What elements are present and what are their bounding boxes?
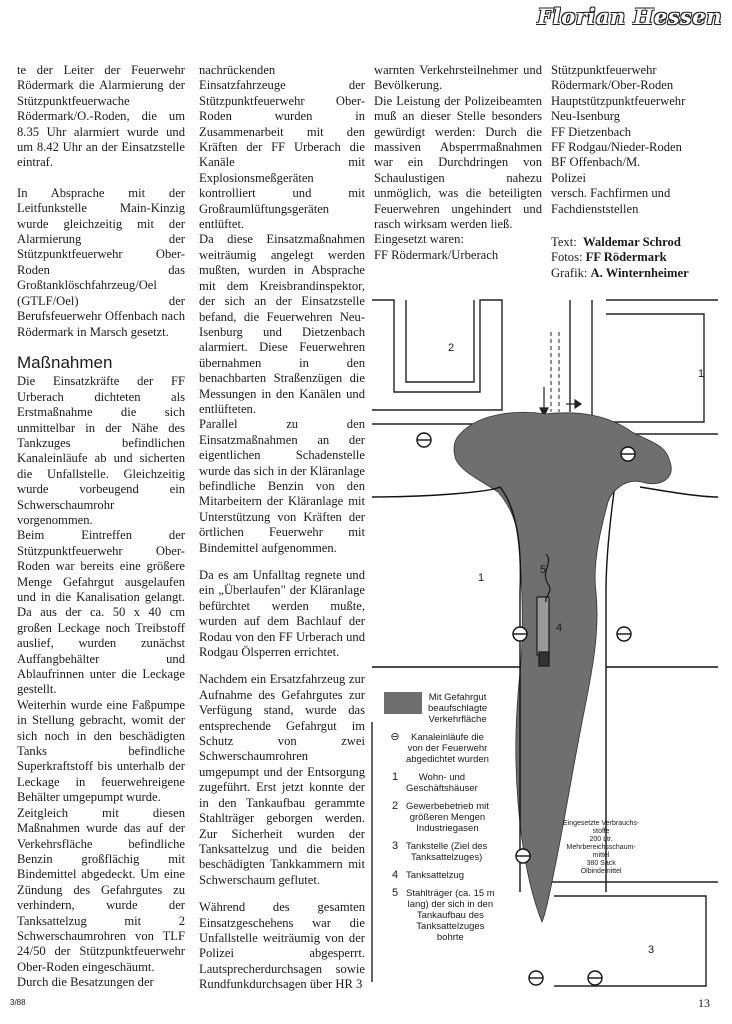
lane-markings	[551, 332, 559, 412]
consumables-note: Eingesetzte Verbrauchs- stoffe 200 Ltr. Mehrbereichsschaum- mittel 380 Sack Ölbindemittel	[563, 820, 640, 875]
paragraph: nachrückenden Einsatzfahrzeuge der Stützpunktfeuerwehr Ober-Roden wurden in Zusammenarbeit mit den Kräften der FF Urberach die Kanäle mit Explosionsmeßgeräten kontrolliert und mit Großraumlüftungsgeräten entlüftet.	[199, 63, 365, 232]
paragraph: Die Einsatzkräfte der FF Urberach dichteten als Erstmaßnahme die sich unmittelbar in der Nähe des Tankzuges befindlichen Kanaleinläufe ab und sicherten die Unfallstelle. Gleichzeitig wurde vorbeugend ein Schwerschaumrohr vorgenommen.	[17, 374, 185, 527]
paragraph: Da es am Unfalltag regnete und ein „Überlaufen" der Kläranlage befürchtet werden mußte, wurden auf dem Bachlauf der Rodau von den FF Urberach und Rodgau Ölsperren errichtet.	[199, 568, 365, 660]
paragraph: Eingesetzt waren: FF Rödermark/Urberach	[374, 232, 499, 262]
masthead-logo: Florian Hessen	[537, 4, 722, 29]
area-label-3: 3	[648, 944, 655, 956]
credit-author: Waldemar Schrod	[583, 235, 681, 250]
diagram-legend	[384, 692, 548, 950]
section-heading: Maßnahmen	[17, 352, 113, 372]
legend-text: Gewerbebetrieb mit größeren Mengen Industriegasen	[406, 801, 489, 834]
paragraph: In Absprache mit der Leitfunkstelle Main-Kinzig wurde gleichzeitig mit der Alarmierung der Stützpunktfeuerwehr Ober-Roden das Großtanklöschfahrzeug/Oel (GTLF/Oel) der Berufsfeuerwehr Offenbach nach Rödermark in Marsch gesetzt.	[17, 185, 185, 339]
issue-number: 3/88	[10, 998, 26, 1007]
legend-text: Tankstelle (Ziel des Tanksattelzuges)	[406, 841, 488, 863]
article-column-1	[17, 63, 185, 991]
hazard-swatch	[384, 692, 422, 714]
paragraph: Parallel zu den Einsatzmaßnahmen an der eigentlichen Schadenstelle wurde das sich in der Kläranlage befindliche Benzin von den Mitarbeitern der Kläranlage mit Unterstützung von Kräften der örtlichen Feuerwehr mit Bindemittel aufgenommen.	[199, 417, 365, 555]
marker-4: 4	[556, 622, 563, 634]
legend-text: Stahlträger (ca. 15 m lang) der sich in den Tankaufbau des Tanksattelzuges bohrte	[406, 888, 495, 943]
accident-site-diagram	[370, 292, 724, 990]
credit-photos: FF Rödermark	[585, 250, 667, 265]
paragraph: Die Leistung der Polizeibeamten muß an dieser Stelle besonders gewürdigt werden: Durch die massiven Absperrmaßnahmen war ein Durchdringen von Schaulustigen nahezu unmöglich, was die beteiligten Feuerwehren ungehindert und rasch wirksam werden ließ.	[374, 93, 542, 232]
legend-number: 2	[391, 800, 399, 812]
credit-label: Grafik:	[551, 265, 588, 280]
credits	[551, 235, 721, 281]
credit-graphic: A. Winternheimer	[590, 265, 689, 280]
deployed-units-list: Stützpunktfeuerwehr Rödermark/Ober-Roden Hauptstützpunktfeuerwehr Neu-Isenburg FF Dietzenbach FF Rodgau/Nieder-Roden BF Offenbach/M. Polizei versch. Fachfirmen und Fachdienststellen	[551, 63, 686, 216]
article-column-2	[199, 63, 365, 993]
area-label-2: 2	[448, 342, 455, 354]
legend-number: 4	[391, 869, 399, 881]
credit-label: Text:	[551, 235, 577, 250]
area-label-1: 1	[478, 572, 485, 584]
area-label-1: 1	[698, 368, 705, 380]
credit-label: Fotos:	[551, 250, 583, 265]
legend-text: Kanaleinläufe die von der Feuerwehr abgedichtet wurden	[406, 732, 489, 765]
legend-number: 1	[391, 771, 399, 783]
paragraph: Da diese Einsatzmaßnahmen weiträumig angelegt werden mußten, wurden in Absprache mit dem Kreisbrandinspektor, der sich an der Einsatzstelle befand, die Feuerwehren Neu-Isenburg und Dietzenbach alarmiert. Diese Feuerwehren übernahmen in den benachbarten Straßenzügen die Messungen in den Kanälen und entlüfteten.	[199, 232, 365, 416]
article-column-3	[374, 63, 542, 263]
paragraph: warnten Verkehrsteilnehmer und Bevölkerung.	[374, 63, 542, 93]
direction-arrows	[540, 387, 581, 416]
paragraph: te der Leiter der Feuerwehr Rödermark die Alarmierung der Stützpunktfeuerwache Rödermark/O.-Roden, die um 8.35 Uhr alarmiert wurde und um 8.42 Uhr an der Einsatzstelle eintraf.	[17, 63, 185, 170]
page-number: 13	[698, 996, 710, 1010]
legend-number: 5	[391, 887, 399, 899]
legend-text: Tanksattelzug	[406, 870, 465, 881]
paragraph: Nachdem ein Ersatzfahrzeug zur Aufnahme des Gefahrgutes zur Verfügung stand, wurde das entsprechende Gefahrgut im Schutz von zwei Schwerschaumrohren umgepumpt und der Entsorgung zugeführt. Erst jetzt konnte der in den Tankaufbau gerammte Stahlträger geborgen werden. Zur Sicherheit wurden der Tanksattelzug und die beiden beschädigten Tankkammern mit Schwerschaum geflutet.	[199, 672, 365, 887]
drain-icon: ⊖	[390, 731, 400, 743]
article-column-4	[551, 63, 721, 281]
legend-text: Mit Gefahrgut beaufschlagte Verkehrfläche	[428, 692, 488, 725]
paragraph: Während des gesamten Einsatzgeschehens war die Unfallstelle weiträumig von der Polizei abgesperrt. Lautsprecherdurchsagen sowie Rundfunkdurchsagen über HR 3	[199, 900, 365, 992]
paragraph: Weiterhin wurde eine Faßpumpe in Stellung gebracht, womit der sich noch in den beschädigten Tanks befindliche Superkraftstoff bis unterhalb der Leckage in feuerwehreigene Behälter umgepumpt wurde.	[17, 697, 185, 805]
legend-text: Wohn- und Geschäftshäuser	[406, 772, 478, 794]
legend-number: 3	[391, 840, 399, 852]
marker-5: 5	[540, 564, 547, 576]
paragraph: Beim Eintreffen der Stützpunktfeuerwehr Ober-Roden war bereits eine größere Menge Gefahrgut ausgelaufen und in die Kanalisation gelangt. Da aus der ca. 50 x 40 cm großen Leckage noch Treibstoff auslief, wurden zunächst Auffangbehälter und Ablaufrinnen unter die Leckage gestellt.	[17, 528, 185, 697]
paragraph: Zeitgleich mit diesen Maßnahmen wurde das auf der Verkehrsfläche befindliche Benzin großflächig mit Bindemittel abgedeckt. Um eine Zündung des Gefahrgutes zu verhindern, wurde der Tanksattelzug mit 2 Schwerschaumrohren von TLF 24/50 der Stützpunktfeuerwehr Ober-Roden eingeschäumt.	[17, 805, 185, 974]
paragraph: Durch die Besatzungen der	[17, 975, 154, 990]
